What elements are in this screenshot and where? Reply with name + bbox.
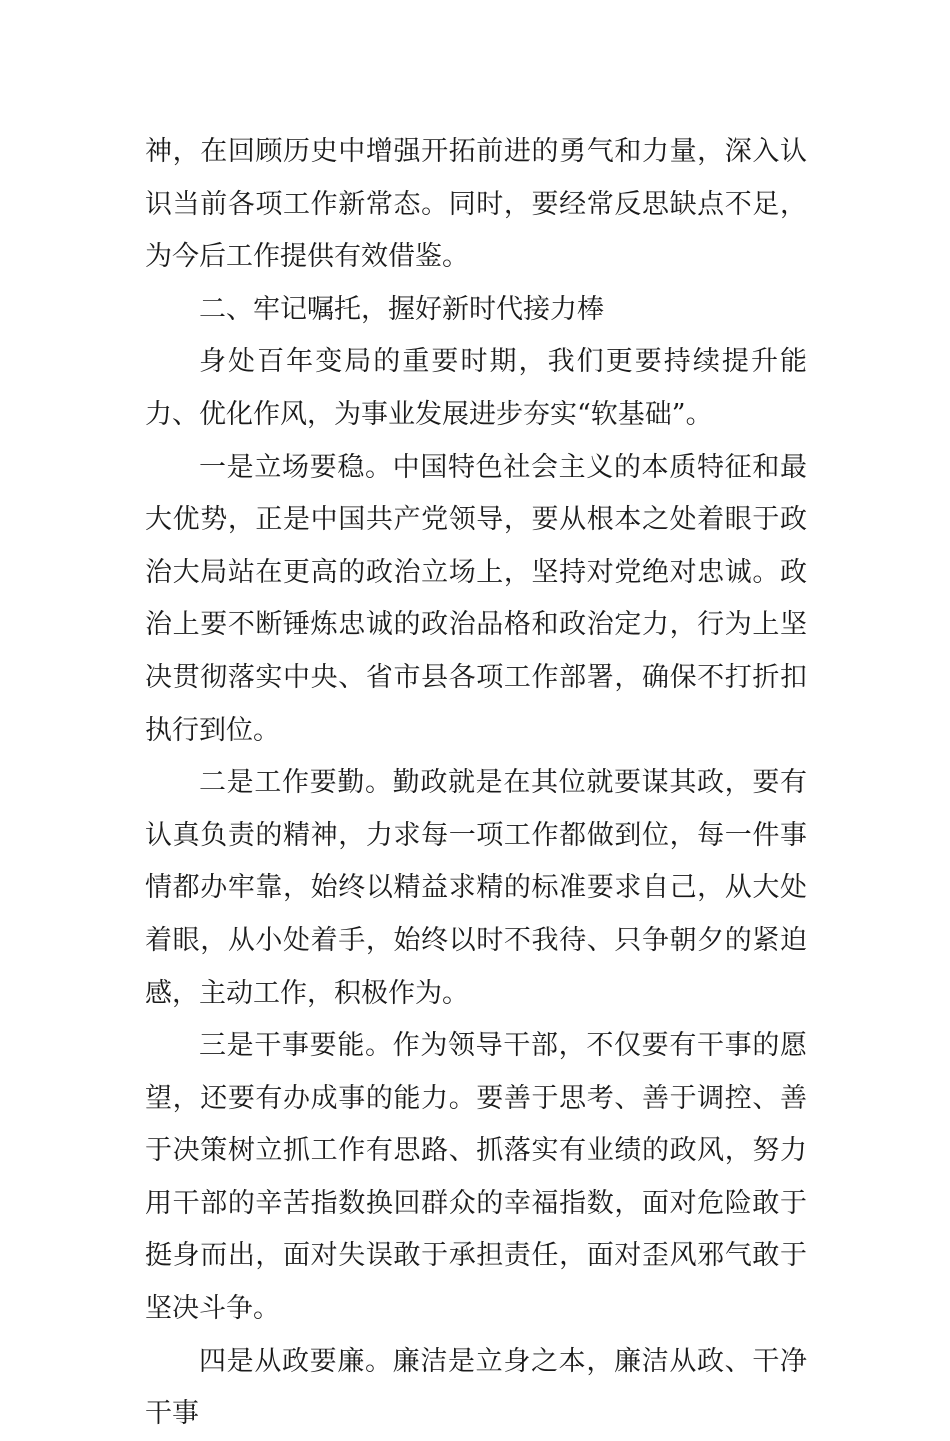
section-heading: 二、牢记嘱托，握好新时代接力棒 [199,293,604,325]
paragraph-7: 四是从政要廉。廉洁是立身之本，廉洁从政、干净干事 [145,1345,807,1430]
paragraph-6: 三是干事要能。作为领导干部，不仅要有干事的愿望，还要有办成事的能力。要善于思考、善于调控、善于决策树立抓工作有思路、抓落实有业绩的政风，努力用干部的辛苦指数换回群众的幸福指数，面对危险敢于挺身而出，面对失误敢于承担责任，面对歪风邪气敢于坚决斗争。 [145,1030,807,1325]
body-text [145,126,807,1441]
paragraph-4: 一是立场要稳。中国特色社会主义的本质特征和最大优势，正是中国共产党领导，要从根本之处着眼于政治大局站在更高的政治立场上，坚持对党绝对忠诚。政治上要不断锤炼忠诚的政治品格和政治定力，行为上坚决贯彻落实中央、省市县各项工作部署，确保不打折扣执行到位。 [145,451,807,746]
paragraph-3: 身处百年变局的重要时期，我们更要持续提升能力、优化作风，为事业发展进步夯实“软基础”。 [145,346,807,430]
paragraph-1: 神，在回顾历史中增强开拓前进的勇气和力量，深入认识当前各项工作新常态。同时，要经常反思缺点不足，为今后工作提供有效借鉴。 [145,136,807,273]
paragraph-5: 二是工作要勤。勤政就是在其位就要谋其政，要有认真负责的精神，力求每一项工作都做到位，每一件事情都办牢靠，始终以精益求精的标准要求自己，从大处着眼，从小处着手，始终以时不我待、只争朝夕的紧迫感，主动工作，积极作为。 [145,767,807,1009]
